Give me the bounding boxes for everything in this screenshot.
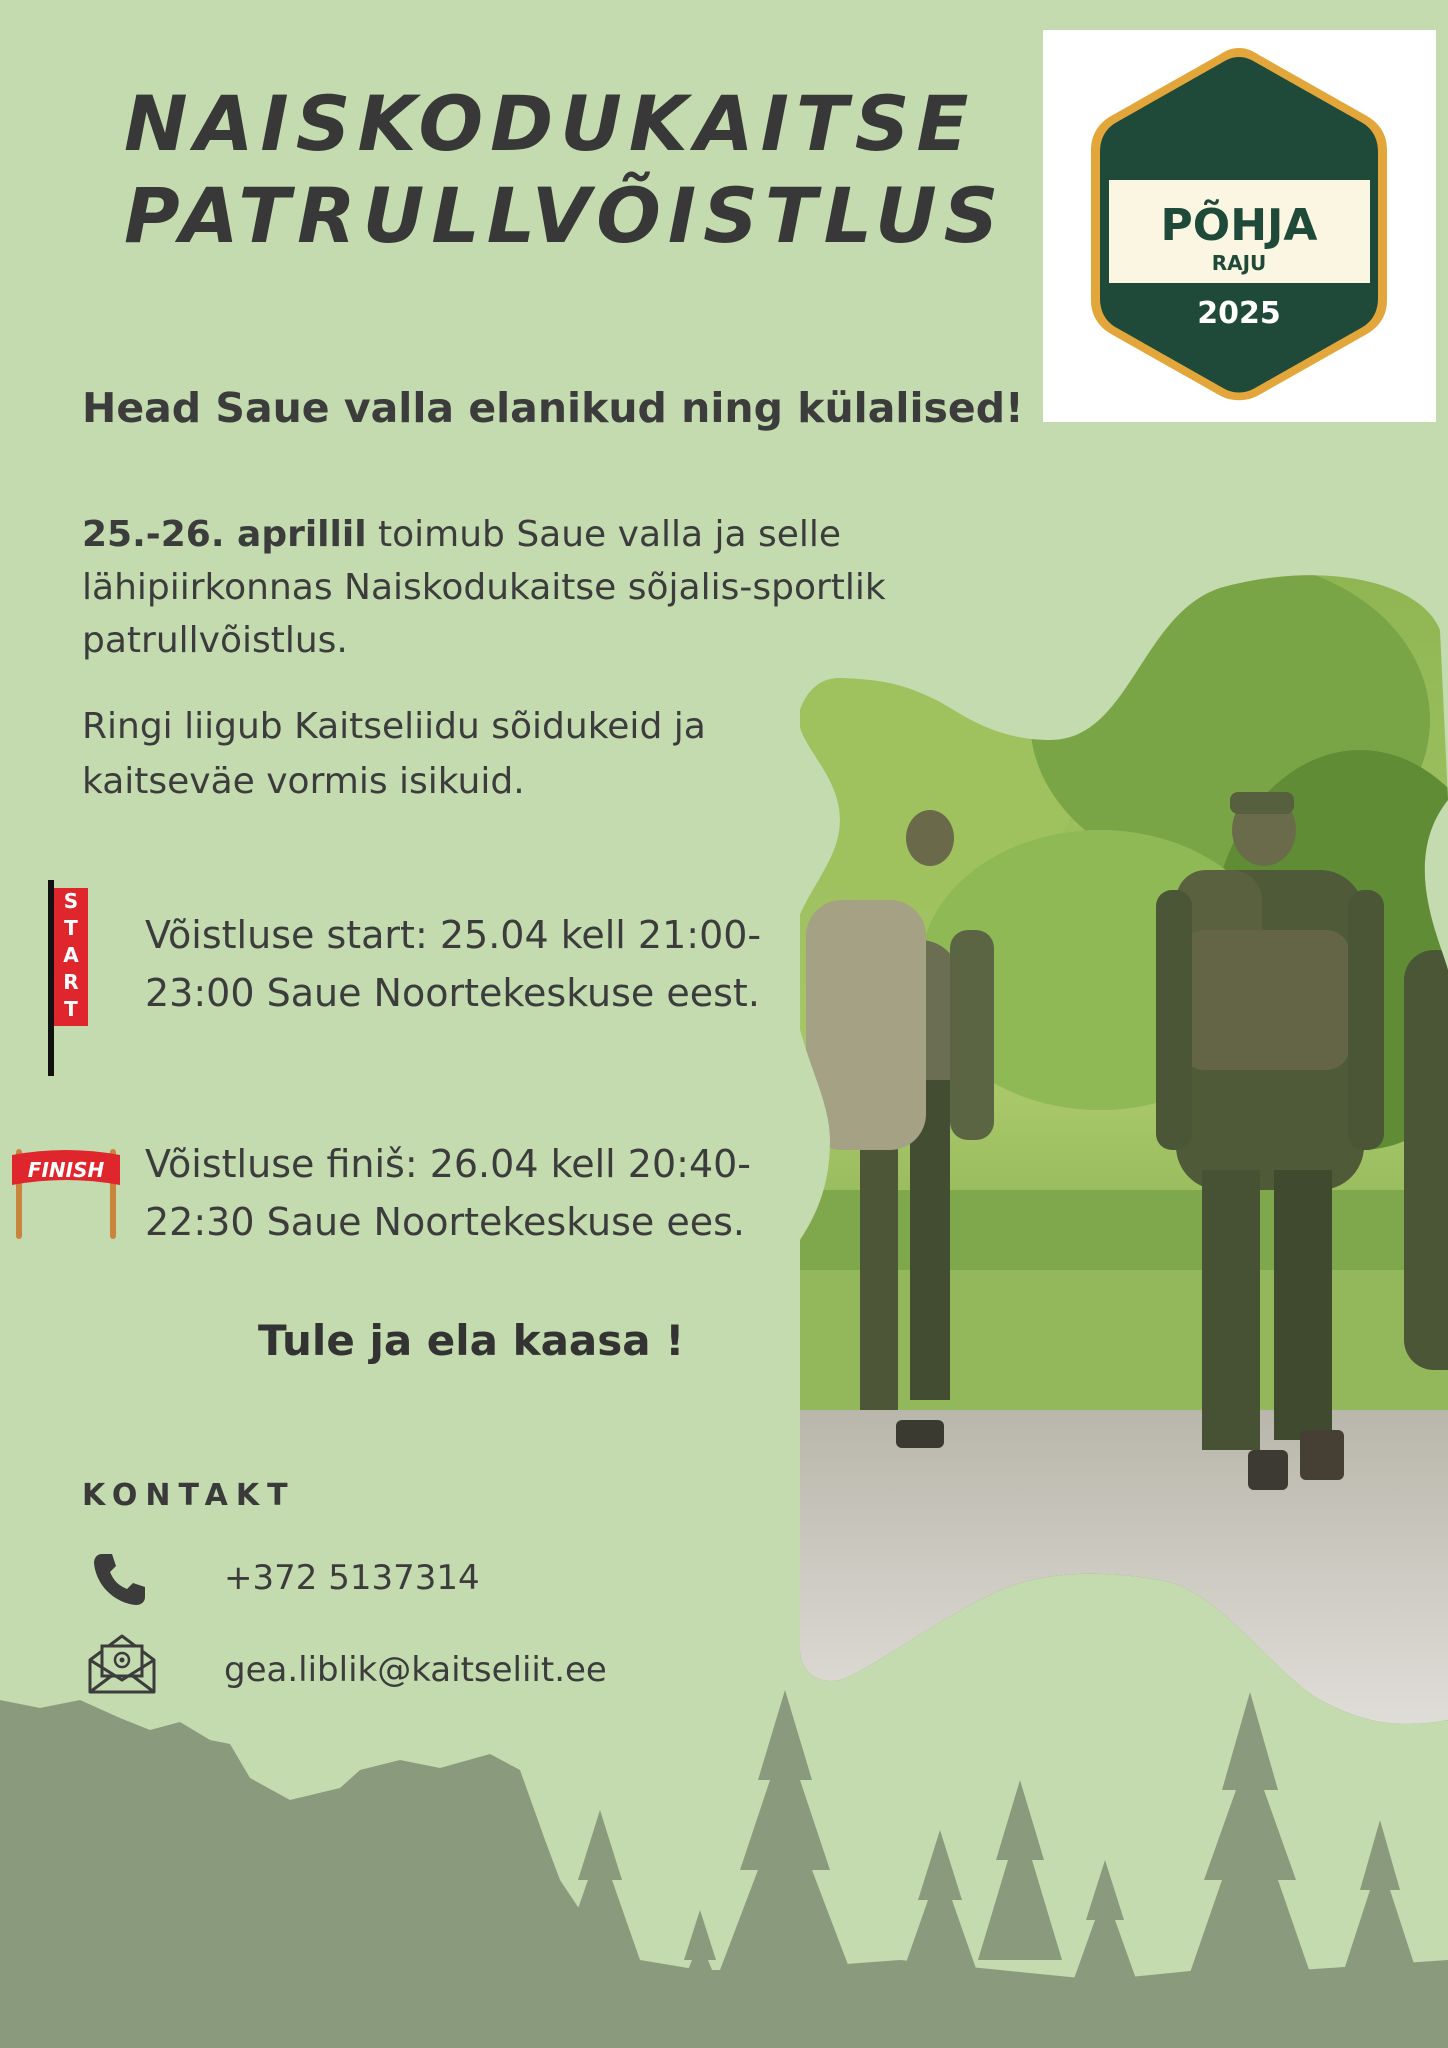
svg-text:START: S T A R T (63, 889, 79, 1021)
title-line-1: NAISKODUKAITSE (124, 79, 976, 168)
start-flag-icon (44, 880, 100, 1080)
event-date: 25.-26. aprillil (82, 514, 367, 555)
intro-text: toimub Saue valla ja selle lähipiirkonnas Naiskodukaitse sõjalis-sportlik patrullvõistlus. (82, 514, 886, 661)
finish-banner-icon (8, 1143, 124, 1243)
start-info: Võistluse start: 25.04 kell 21:00-23:00 Saue Noortekeskuse eest. (145, 913, 762, 1015)
vehicles-note: Ringi liigub Kaitseliidu sõidukeid ja kaitseväe vormis isikuid. (82, 706, 706, 802)
hexagon-badge-icon (1043, 30, 1436, 422)
event-logo (1043, 30, 1436, 422)
greeting: Head Saue valla elanikud ning külalised! (82, 384, 1024, 432)
finish-info: Võistluse finiš: 26.04 kell 20:40-22:30 Saue Noortekeskuse ees. (145, 1142, 752, 1244)
logo-subtitle: RAJU (1211, 251, 1267, 275)
phone-icon (90, 1550, 148, 1608)
patrol-soldiers-photo (800, 570, 1448, 1730)
logo-year: 2025 (1197, 296, 1281, 331)
contact-heading: KONTAKT (82, 1478, 296, 1513)
contact-phone[interactable]: +372 5137314 (224, 1558, 480, 1598)
title-line-2: PATRULLVÕISTLUS (124, 171, 1006, 260)
call-to-action: Tule ja ela kaasa ! (258, 1316, 685, 1365)
logo-name: PÕHJA (1160, 200, 1318, 251)
finish-flag-label: FINISH (27, 1158, 105, 1182)
contact-email[interactable]: gea.liblik@kaitseliit.ee (224, 1650, 607, 1690)
forest-silhouette (0, 1670, 1448, 2048)
page-title (124, 78, 1005, 262)
